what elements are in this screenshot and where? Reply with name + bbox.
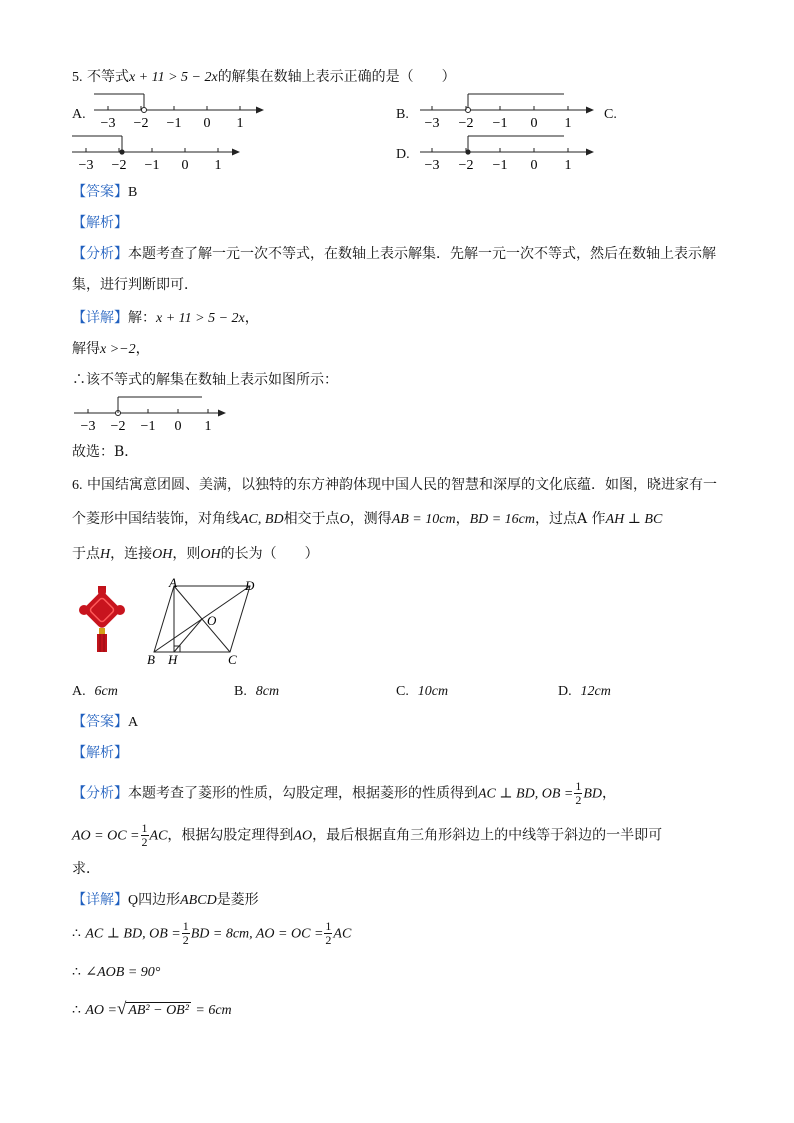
- q6-number: 6.: [72, 478, 83, 493]
- q6-rhombus-figure: [140, 576, 280, 668]
- tick-label: 0: [530, 116, 538, 131]
- q6-detail: 【详解】Ǫ四边形ABCD是菱形: [72, 892, 259, 908]
- q6-step-3: ∴ AO =√ AB² − OB² = 6cm: [72, 999, 232, 1018]
- q5-solve: 解得x >−2，: [72, 341, 150, 357]
- q5-fenxi-1: 【分析】本题考查了解一元一次不等式，在数轴上表示解集．先解一元一次不等式，然后在数轴上表示解: [72, 246, 716, 262]
- q6-analysis-tag: 【解析】: [72, 745, 128, 761]
- label-D: D: [245, 578, 255, 593]
- tick-label: 0: [181, 158, 189, 173]
- tick-label: 0: [530, 158, 538, 173]
- q6-stem-2: 个菱形中国结装饰，对角线AC, BD相交于点O，测得AB = 10cm，BD = 16cm，过点A 作AH ⊥ BC: [72, 511, 663, 527]
- tick-label: −3: [78, 158, 94, 173]
- q5-option-b-numberline: [414, 90, 600, 132]
- q5-detail: 【详解】解：x + 11 > 5 − 2x，: [72, 310, 259, 326]
- tick-label: 1: [214, 158, 222, 173]
- q5-option-c-label: C.: [604, 107, 617, 122]
- q6-fenxi-3: 求．: [72, 861, 100, 877]
- q5-solution-numberline: [70, 393, 236, 435]
- q5-option-d-numberline: [414, 132, 600, 174]
- q6-fenxi-2: AO = OC = $\frac{1}{2}$ AC，根据勾股定理得到AO，最后根据直角三角形斜边上的中线等于斜边的一半即可: [72, 821, 663, 849]
- q5-option-d-label: D.: [396, 147, 410, 162]
- tick-label: −1: [140, 419, 156, 434]
- q6-step-2: ∴ ∠AOB = 90°: [72, 964, 161, 980]
- q5-number: 5.: [72, 70, 83, 85]
- q6-option-b: B. 8cm: [234, 684, 280, 699]
- q6-step-1: ∴ AC ⊥ BD, OB = $\frac{1}{2}$ BD = 8cm, AO = OC = $\frac{1}{2}$ AC: [72, 919, 352, 947]
- tick-label: −1: [492, 116, 508, 131]
- tick-label: −3: [424, 116, 440, 131]
- tick-label: −1: [144, 158, 160, 173]
- tick-label: −3: [80, 419, 96, 434]
- q5-analysis-tag: 【解析】: [72, 215, 128, 231]
- tick-label: −2: [133, 116, 149, 131]
- q6-stem-1: 6. 中国结寓意团圆、美满，以独特的东方神韵体现中国人民的智慧和深厚的文化底蕴．如图，晓进家有一: [72, 477, 717, 493]
- tick-label: −2: [458, 116, 474, 131]
- tick-label: −3: [424, 158, 440, 173]
- q5-option-b-label: B.: [396, 107, 409, 122]
- q6-option-a: A. 6cm: [72, 684, 118, 699]
- q6-fenxi-1: 【分析】本题考查了菱形的性质，勾股定理，根据菱形的性质得到AC ⊥ BD, OB = $\frac{1}{2}$ BD，: [72, 779, 616, 807]
- tick-label: 1: [236, 116, 244, 131]
- q5-answer: 【答案】B: [72, 184, 138, 200]
- label-A: A: [169, 576, 177, 590]
- label-O: O: [207, 613, 217, 628]
- tick-label: 0: [174, 419, 182, 434]
- q6-option-c: C. 10cm: [396, 684, 449, 699]
- tick-label: −2: [458, 158, 474, 173]
- tick-label: −1: [166, 116, 182, 131]
- q5-graph-text: ∴该不等式的解集在数轴上表示如图所示：: [72, 372, 338, 388]
- tick-label: −2: [111, 158, 127, 173]
- label-C: C: [228, 652, 237, 667]
- tick-label: 1: [564, 158, 572, 173]
- q6-answer: 【答案】A: [72, 714, 139, 730]
- tick-label: 1: [564, 116, 572, 131]
- q5-inequality: x + 11 > 5 − 2x: [128, 70, 218, 85]
- label-H: H: [168, 652, 178, 667]
- q5-fenxi-2: 集，进行判断即可．: [72, 277, 198, 293]
- label-B: B: [147, 652, 155, 667]
- q6-stem-3: 于点H，连接OH，则OH的长为（ ）: [72, 546, 319, 562]
- q6-option-d: D. 12cm: [558, 684, 611, 699]
- tick-label: −3: [100, 116, 116, 131]
- q5-option-a-numberline: [88, 90, 270, 132]
- tick-label: 1: [204, 419, 212, 434]
- tick-label: 0: [203, 116, 211, 131]
- tick-label: −2: [110, 419, 126, 434]
- tick-label: −1: [492, 158, 508, 173]
- chinese-knot-picture: [76, 586, 128, 656]
- q5-stem: 5. 不等式x + 11 > 5 − 2x的解集在数轴上表示正确的是（ ）: [72, 69, 456, 85]
- q5-choose: 故选：B．: [72, 444, 139, 460]
- q5-option-a-label: A.: [72, 107, 86, 122]
- q5-option-c-numberline: [68, 132, 250, 174]
